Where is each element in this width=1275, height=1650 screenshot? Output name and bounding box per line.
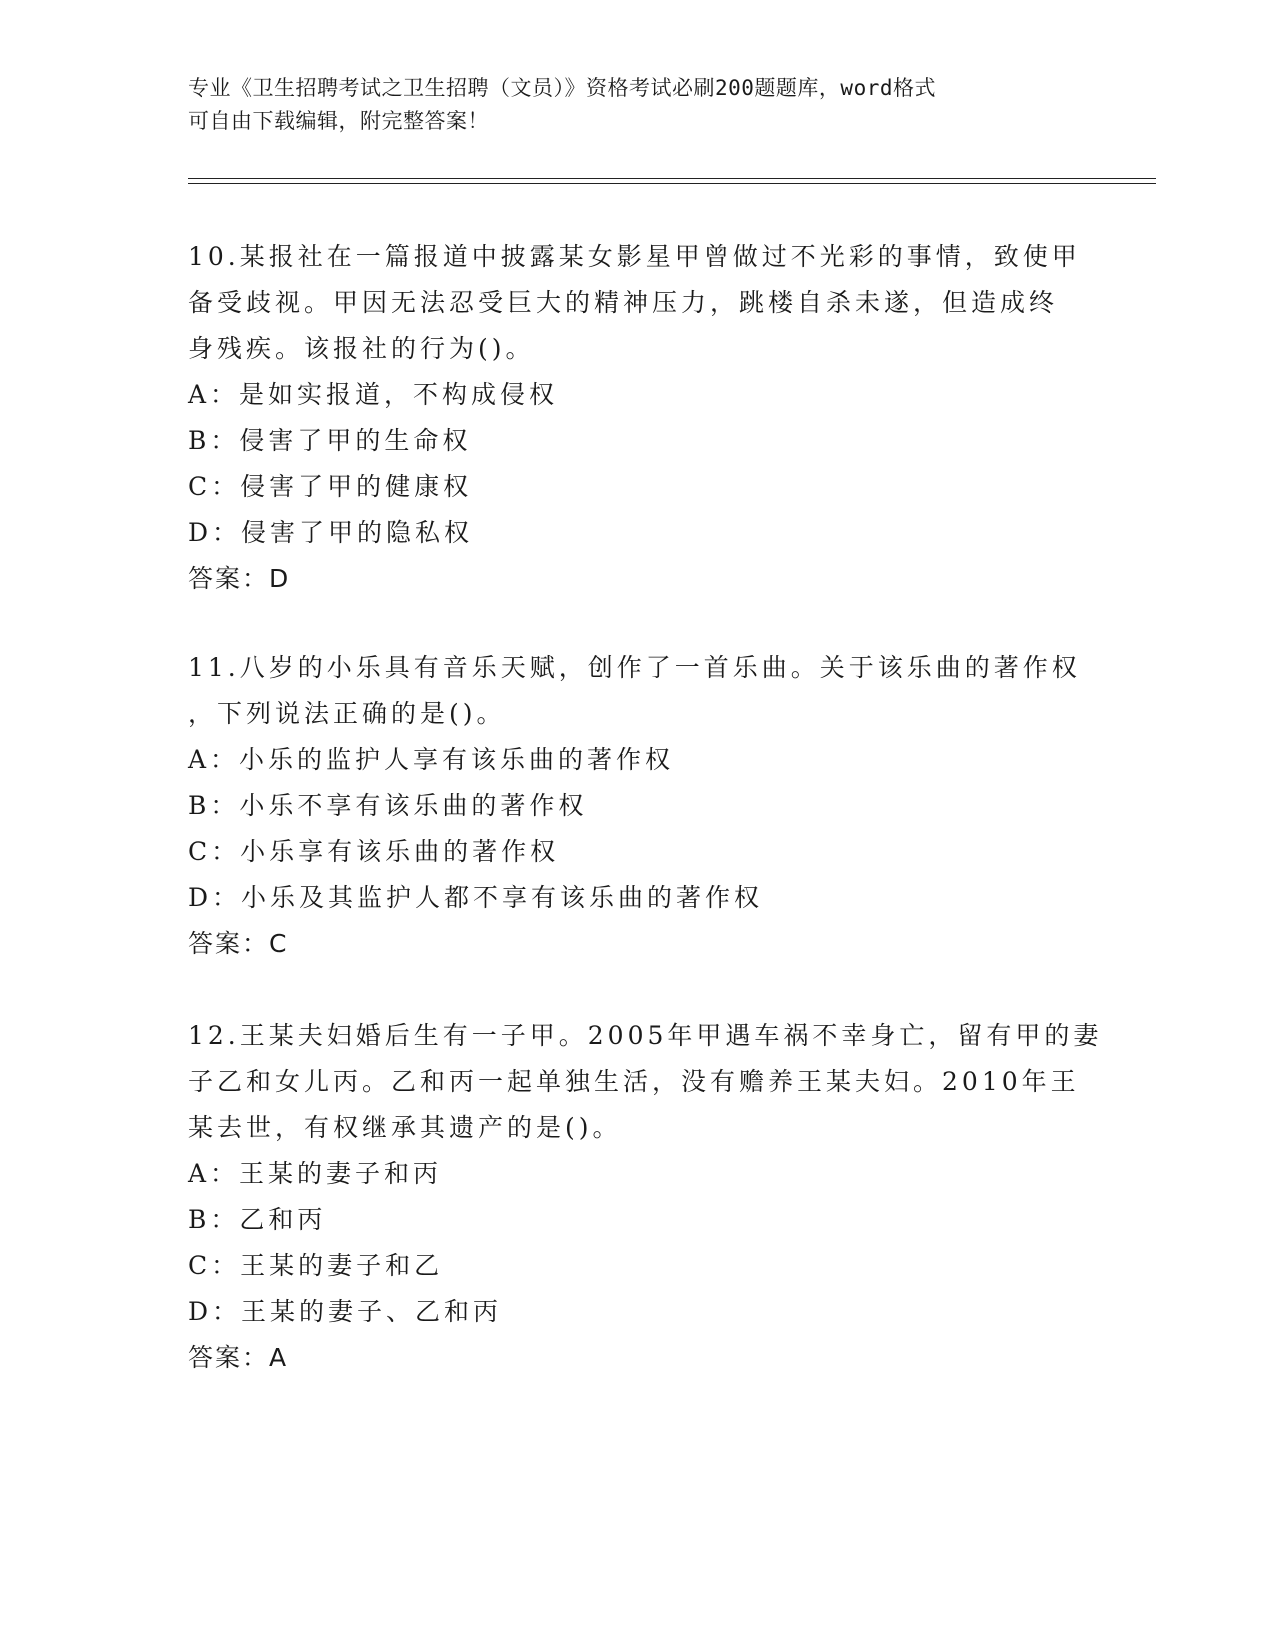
question-stem-line: 12.王某夫妇婚后生有一子甲。2005年甲遇车祸不幸身亡，留有甲的妻 — [188, 1021, 1103, 1050]
question-stem-line: 11.八岁的小乐具有音乐天赋，创作了一首乐曲。关于该乐曲的著作权 — [188, 653, 1081, 682]
header-line-2: 可自由下载编辑，附完整答案！ — [188, 109, 489, 133]
question-12 — [188, 1013, 1103, 1381]
answer: 答案：C — [188, 929, 289, 958]
answer: 答案：A — [188, 1343, 289, 1372]
option-c: C：王某的妻子和乙 — [188, 1251, 444, 1280]
question-stem-line: ，下列说法正确的是()。 — [188, 699, 506, 728]
question-11 — [188, 645, 1088, 967]
header-line-1: 专业《卫生招聘考试之卫生招聘（文员）》资格考试必刷200题题库，word格式 — [188, 76, 936, 100]
option-c: C：侵害了甲的健康权 — [188, 472, 473, 501]
option-a: A：王某的妻子和丙 — [188, 1159, 443, 1188]
option-d: D：王某的妻子、乙和丙 — [188, 1297, 503, 1326]
header-divider-top — [188, 178, 1156, 179]
option-c: C：小乐享有该乐曲的著作权 — [188, 837, 560, 866]
option-b: B：小乐不享有该乐曲的著作权 — [188, 791, 588, 820]
question-stem-line: 身残疾。该报社的行为()。 — [188, 334, 535, 363]
option-d: D：侵害了甲的隐私权 — [188, 518, 474, 547]
option-b: B：乙和丙 — [188, 1205, 327, 1234]
answer: 答案：D — [188, 564, 291, 593]
header-divider-bottom — [188, 183, 1156, 184]
question-stem-line: 10.某报社在一篇报道中披露某女影星甲曾做过不光彩的事情，致使甲 — [188, 242, 1081, 271]
option-d: D：小乐及其监护人都不享有该乐曲的著作权 — [188, 883, 764, 912]
question-stem-line: 某去世，有权继承其遗产的是()。 — [188, 1113, 622, 1142]
question-stem-line: 备受歧视。甲因无法忍受巨大的精神压力，跳楼自杀未遂，但造成终 — [188, 288, 1059, 317]
option-b: B：侵害了甲的生命权 — [188, 426, 472, 455]
question-stem-line: 子乙和女儿丙。乙和丙一起单独生活，没有赡养王某夫妇。2010年王 — [188, 1067, 1080, 1096]
question-10 — [188, 234, 1088, 602]
option-a: A：小乐的监护人享有该乐曲的著作权 — [188, 745, 675, 774]
option-a: A：是如实报道，不构成侵权 — [188, 380, 559, 409]
document-header — [188, 72, 1088, 138]
